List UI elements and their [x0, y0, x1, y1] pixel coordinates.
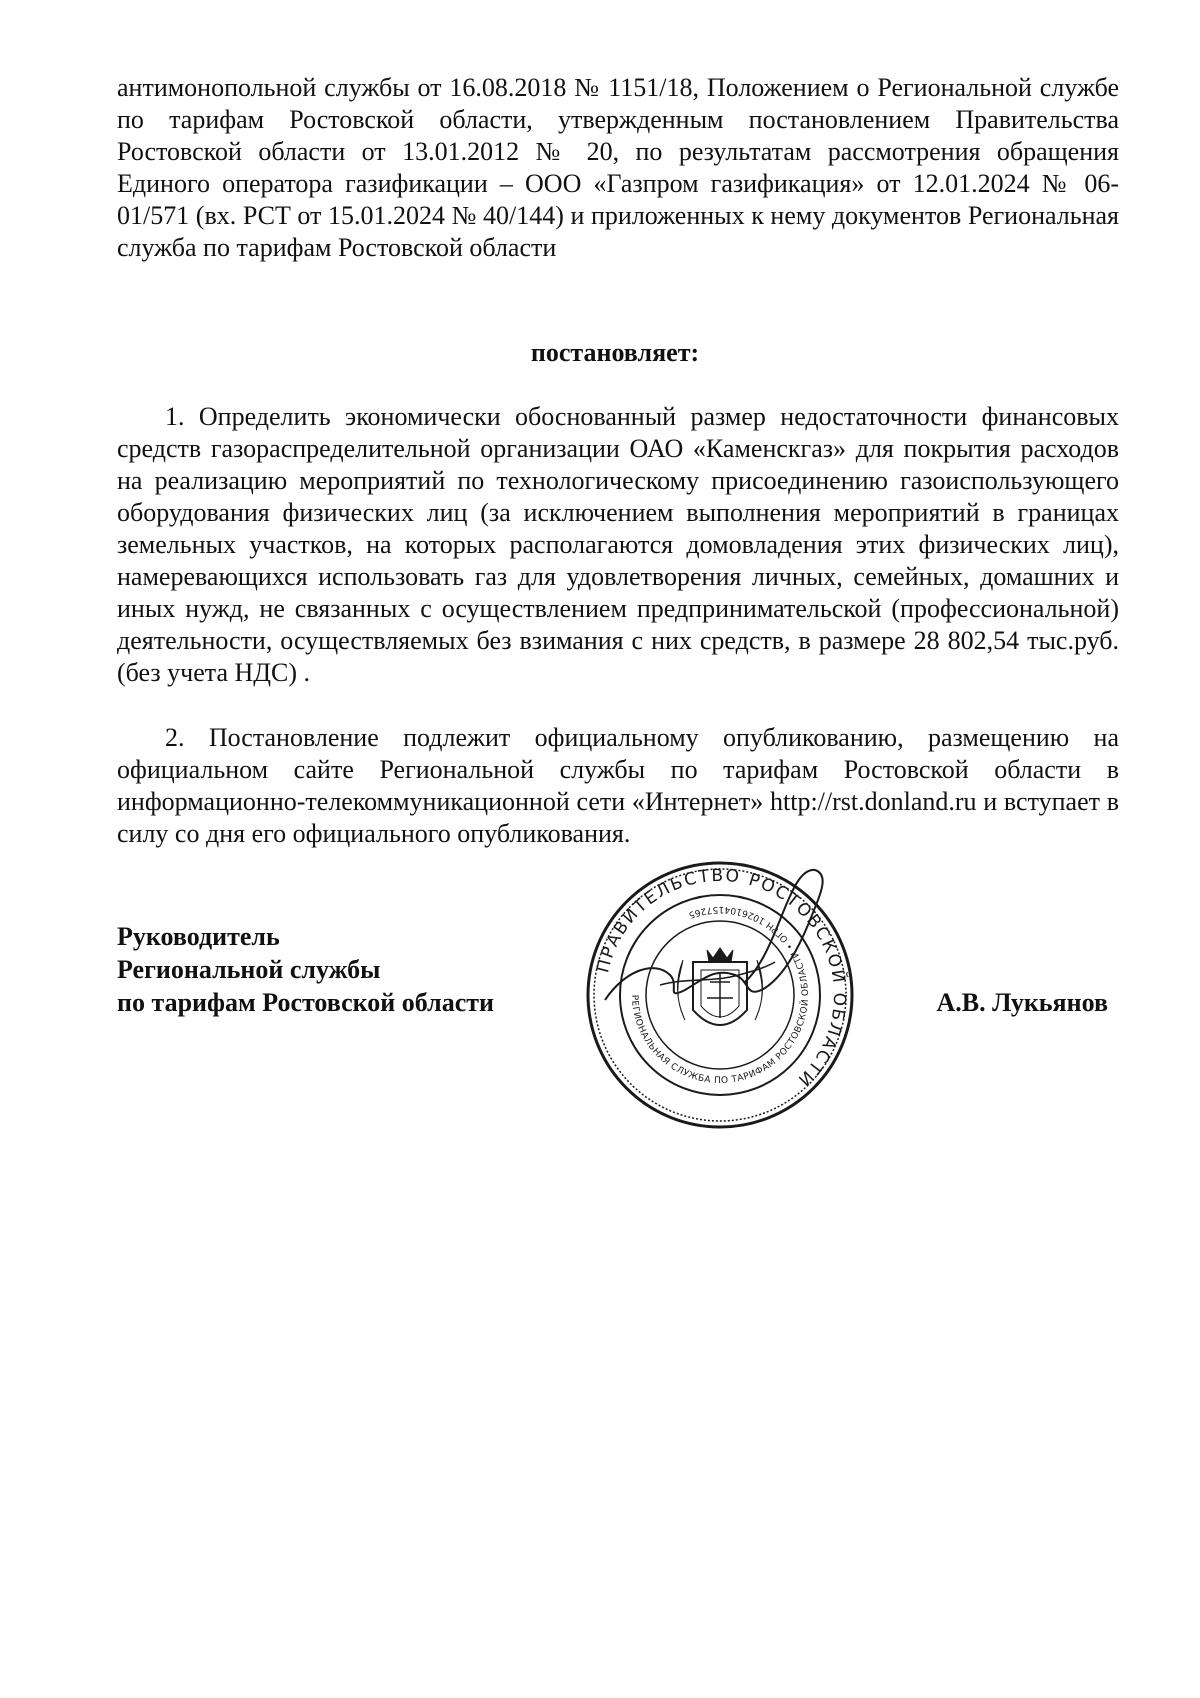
seal-inner-text: РЕГИОНАЛЬНАЯ СЛУЖБА ПО ТАРИФАМ РОСТОВСКОЙ ОБЛАСТИ • ОГРН 1026104157265 — [628, 903, 812, 1087]
decree-item-2: 2. Постановление подлежит официальному опубликованию, размещению на официальном сайте Региональной службы по тарифам Ростовской области в информационно-телекоммуникационной сети «Интернет» http://rst.donland.ru и вступает в силу со дня его официального опубликования. — [117, 723, 1119, 848]
decree-item-1: 1. Определить экономически обоснованный размер недостаточности финансовых средств газораспределительной организации ОАО «Каменскгаз» для покрытия расходов на реализацию мероприятий по технологическому присоединению газоиспользующего оборудования физических лиц (за исключением выполнения мероприятий в границах земельных участков, на которых располагаются домовладения этих физических лиц), намеревающихся использовать газ для удовлетворения личных, семейных, домашних и иных нужд, не связанных с осуществлением предпринимательской (профессиональной) деятельности, осуществляемых без взимания с них средств, в размере 28 802,54 тыс.руб. (без учета НДС) . — [117, 402, 1119, 687]
signer-title-line-1: Руководитель — [117, 922, 280, 951]
intro-paragraph: антимонопольной службы от 16.08.2018 № 1151/18, Положением о Региональной службе по тарифам Ростовской области, утвержденным постановлением Правительства Ростовской области от 13.01.2012 № 20, по результатам рассмотрения обращения Единого оператора газификации – ООО «Газпром газификация» от 12.01.2024 № 06-01/571 (вх. РСТ от 15.01.2024 № 40/144) и приложенных к нему документов Региональная служба по тарифам Ростовской области — [117, 73, 1119, 262]
signer-title-line-3: по тарифам Ростовской области — [117, 988, 495, 1017]
decree-heading: постановляет: — [530, 338, 700, 367]
signer-name: А.В. Лукьянов — [936, 988, 1108, 1017]
signer-title-line-2: Региональной службы — [117, 955, 381, 984]
official-seal — [575, 850, 865, 1140]
seal-outer-text: ПРАВИТЕЛЬСТВО РОСТОВСКОЙ ОБЛАСТИ — [593, 865, 850, 1091]
signer-title-block — [117, 920, 494, 1019]
